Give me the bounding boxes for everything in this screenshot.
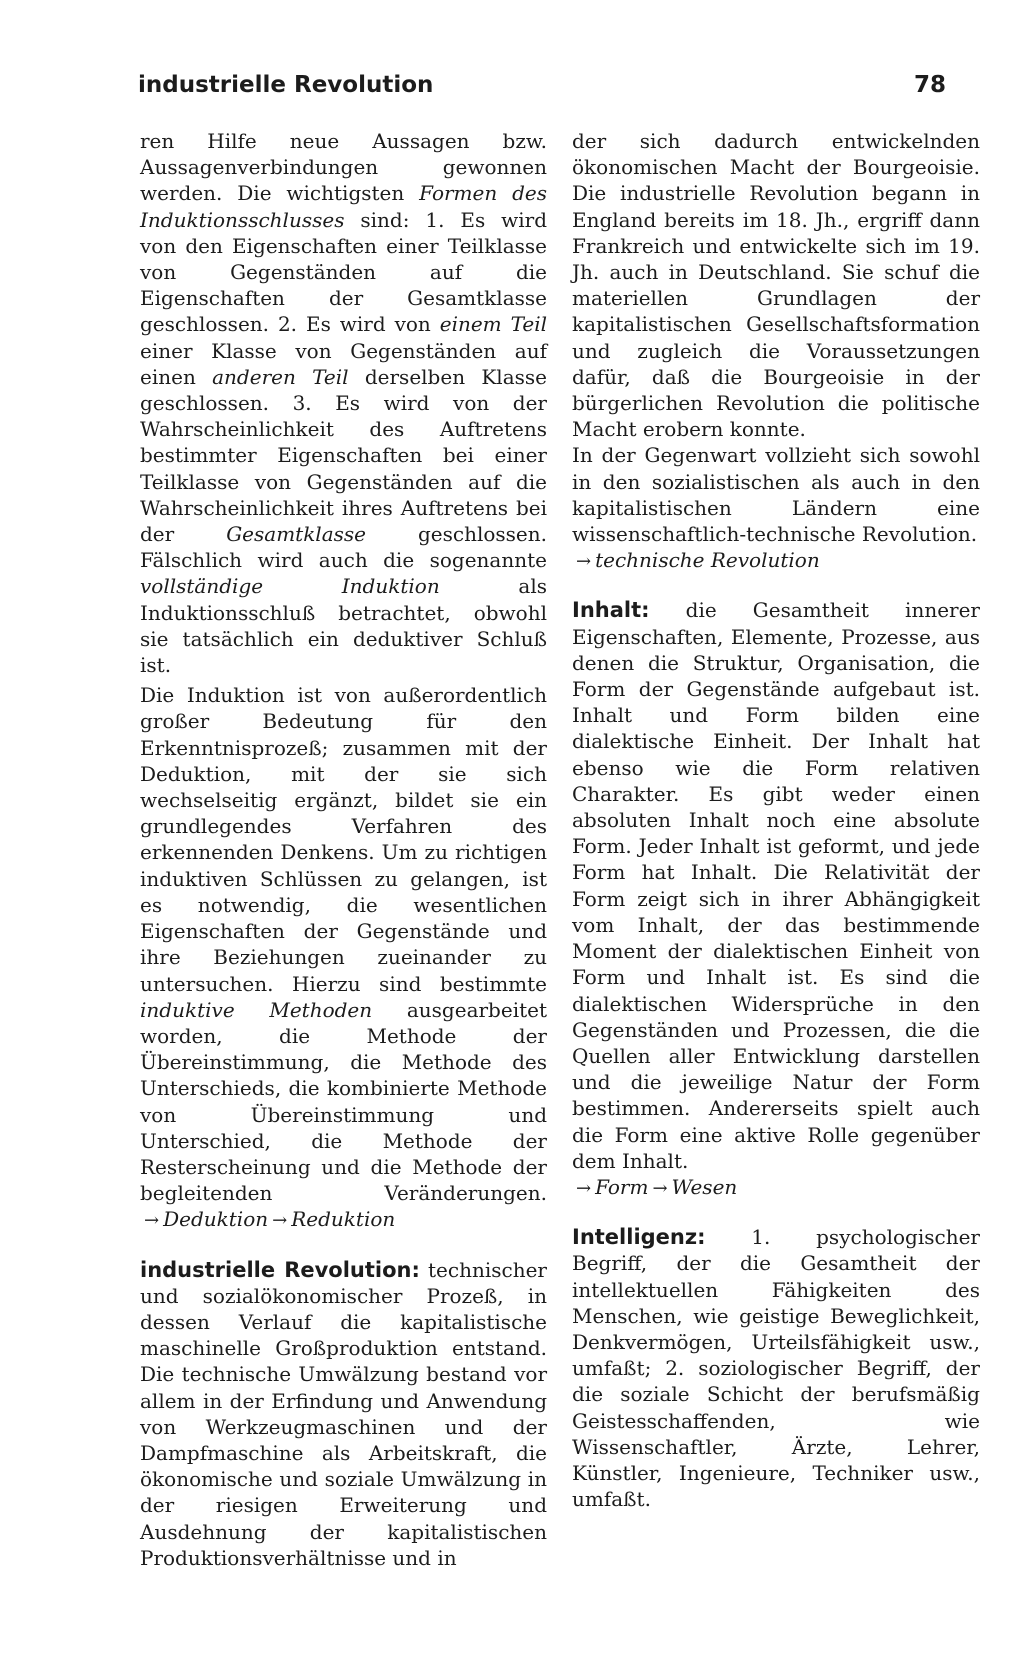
- entry-intelligenz: [572, 1224, 980, 1512]
- text-run: sind: 1. Es wird von den Eigenschaften einer Teilklasse von Gegenständen auf die Eigenschaften der Gesamtklasse geschlossen. 2. Es wird von: [140, 207, 547, 337]
- revolution-continuation: der sich dadurch entwickelnden ökonomischen Macht der Bourgeoisie. Die industrielle Revolution begann in England bereits im 18. Jh., ergriff dann Frankreich und entwickelte sich im 19. Jh. auch in Deutschland. Sie schuf die materiellen Grundlagen der kapitalistischen Gesellschaftsformation und zugleich die Voraussetzungen dafür, daß die Bourgeoisie in der bürgerlichen Revolution die politische Macht erobern konnte.: [572, 129, 980, 442]
- italic-term: Formen des Induktionsschlusses: [140, 181, 548, 232]
- page-number: 78: [913, 72, 946, 98]
- page-header: [138, 72, 946, 112]
- cross-reference-list: [572, 1174, 980, 1202]
- entry-term: Inhalt:: [572, 598, 650, 623]
- left-column: [140, 128, 547, 1571]
- entry-definition: technischer und sozialökonomischer Prozeß, in dessen Verlauf die kapitalistische maschinelle Großproduktion entstand. Die technische Umwälzung bestand vor allem in der Erfindung und Anwendung von Werkzeugmaschinen und der Dampfmaschine als Arbeitskraft, die ökonomische und soziale Umwälzung in der riesigen Erweiterung und Ausdehnung der kapitalistischen Produktionsverhältnisse und in: [140, 1257, 547, 1570]
- italic-term: anderen Teil: [212, 364, 349, 389]
- text-run: ren Hilfe neue Aussagen bzw. Aussagenverbindungen gewonnen werden. Die wichtigsten: [140, 129, 547, 206]
- cross-reference[interactable]: Deduktion: [163, 1207, 269, 1232]
- entry-definition: die Gesamtheit innerer Eigenschaften, Elemente, Prozesse, aus denen die Struktur, Organisation, die Form der Gegenstände aufgebaut ist. Inhalt und Form bilden eine dialektische Einheit. Der Inhalt hat ebenso wie die Form relativen Charakter. Es gibt weder einen absoluten Inhalt noch eine absolute Form. Jeder Inhalt ist geformt, und jede Form hat Inhalt. Die Relativität der Form zeigt sich in ihrer Abhängigkeit vom Inhalt, der das bestimmende Moment der dialektischen Einheit von Form und Inhalt ist. Es sind die dialektischen Widersprüche in den Gegenständen und Prozessen, die die Quellen aller Entwicklung darstellen und die jeweilige Natur der Form bestimmen. Andererseits spielt auch die Form eine aktive Rolle gegenüber dem Inhalt.: [572, 598, 980, 1173]
- arrow-right-icon: →: [652, 1177, 668, 1199]
- cross-reference[interactable]: Form: [595, 1174, 649, 1199]
- text-run: Die Induktion ist von außerordentlich großer Bedeutung für den Erkenntnisprozeß; zusammen mit der Deduktion, mit der sie sich wechselseitig ergänzt, bildet sie ein grundlegendes Verfahren des erkennenden Denkens. Um zu richtigen induktiven Schlüssen zu gelangen, ist es notwendig, die wesentlichen Eigenschaften der Gegenstände und ihre Beziehungen zueinander zu untersuchen. Hierzu sind bestimmte: [140, 683, 547, 996]
- arrow-right-icon: →: [144, 1210, 160, 1232]
- arrow-right-icon: →: [272, 1210, 288, 1232]
- cross-reference-list: [140, 1207, 395, 1231]
- induction-paragraph-2: [140, 682, 547, 1234]
- right-column: [572, 128, 980, 1512]
- entry-term: Intelligenz:: [572, 1225, 706, 1250]
- text-run: als Induktionsschluß betrachtet, obwohl sie tatsächlich ein deduktiver Schluß ist.: [140, 574, 547, 678]
- cross-reference[interactable]: Wesen: [671, 1174, 738, 1199]
- arrow-right-icon: →: [576, 1177, 592, 1199]
- italic-term: induktive Methoden: [140, 997, 373, 1022]
- text-run: einer Klasse von Gegenständen auf einen: [140, 338, 547, 389]
- entry-industrielle-revolution: [140, 1257, 547, 1571]
- text-run: derselben Klasse geschlossen. 3. Es wird von der Wahrscheinlichkeit des Auftretens bestimmter Eigenschaften bei einer Teilklasse von Gegenständen auf die Wahrscheinlichkeit ihres Auftretens bei der: [140, 364, 547, 547]
- cross-reference-list: [572, 547, 980, 575]
- text-run: ausgearbeitet worden, die Methode der Übereinstimmung, die Methode des Unterschieds, die kombinierte Methode von Übereinstimmung und Unterschied, die Methode der Resterscheinung und die Methode der begleitenden Veränderungen.: [140, 997, 547, 1206]
- induction-paragraph-2-text: [140, 683, 547, 1205]
- arrow-right-icon: →: [576, 551, 592, 573]
- revolution-paragraph-2: In der Gegenwart vollzieht sich sowohl in den sozialistischen als auch in den kapitalistischen Ländern eine wissenschaftlich-technische Revolution.: [572, 443, 980, 547]
- induction-paragraph-1: [140, 128, 547, 678]
- entry-inhalt: [572, 597, 980, 1173]
- cross-reference[interactable]: technische Revolution: [595, 548, 820, 573]
- entry-definition: 1. psychologischer Begriff, der die Gesamtheit der intellektuellen Fähigkeiten des Menschen, wie geistige Beweglichkeit, Denkvermögen, Urteilsfähigkeit usw., umfaßt; 2. soziologischer Begriff, der die soziale Schicht der berufsmäßig Geistesschaffenden, wie Wissenschaftler, Ärzte, Lehrer, Künstler, Ingenieure, Techniker usw., umfaßt.: [572, 1225, 980, 1512]
- italic-term: Gesamtklasse: [226, 522, 366, 547]
- italic-term: einem Teil: [439, 312, 547, 337]
- running-head: industrielle Revolution: [138, 72, 434, 98]
- entry-term: industrielle Revolution:: [140, 1257, 420, 1282]
- italic-term: vollständige Induktion: [140, 574, 440, 599]
- cross-reference[interactable]: Reduktion: [291, 1207, 396, 1232]
- text-run: geschlossen. Fälschlich wird auch die sogenannte: [140, 522, 547, 573]
